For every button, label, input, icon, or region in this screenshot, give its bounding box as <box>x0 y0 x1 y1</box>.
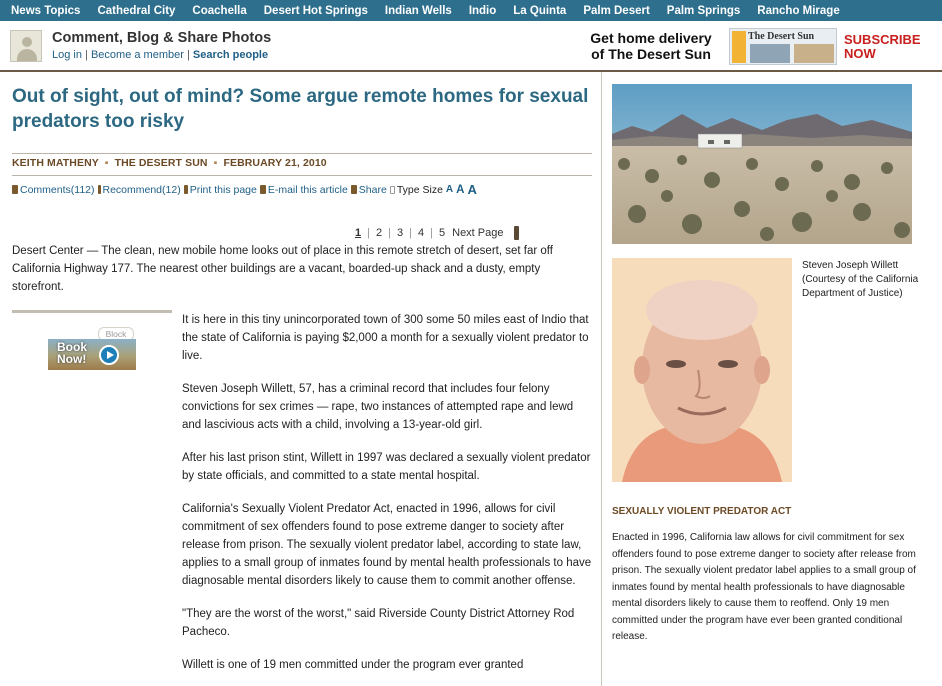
type-size-label: Type Size <box>396 183 443 196</box>
nav-la-quinta[interactable]: La Quinta <box>513 4 567 17</box>
pager-separator: | <box>388 226 391 239</box>
comments-link[interactable] <box>12 184 95 196</box>
article-paragraph: After his last prison stint, Willett in 1997 was declared a sexually violent predator by state officials, and committed to a state mental hospital. <box>182 452 591 482</box>
book-now-ad-line1: Book <box>57 340 87 354</box>
type-size-control <box>390 182 477 197</box>
pagination <box>355 226 519 240</box>
comments-count: (112) <box>70 183 95 196</box>
desert-home-photo[interactable] <box>612 84 912 244</box>
book-now-ad-text <box>57 341 87 365</box>
member-bar <box>0 21 942 72</box>
delivery-ad-line1: Get home delivery <box>590 30 712 46</box>
type-size-small-button[interactable]: A <box>445 184 454 195</box>
login-link[interactable]: Log in <box>52 49 82 61</box>
share-icon <box>351 185 357 194</box>
recommend-link[interactable] <box>98 184 181 196</box>
nav-indio[interactable]: Indio <box>468 4 497 17</box>
top-nav <box>0 0 942 21</box>
article-tools <box>12 182 480 197</box>
next-page-link[interactable]: Next Page <box>452 226 504 239</box>
nav-palm-springs[interactable]: Palm Springs <box>666 4 741 17</box>
nav-indian-wells[interactable]: Indian Wells <box>384 4 452 17</box>
email-label: E-mail this article <box>267 183 348 196</box>
link-separator: | <box>85 49 88 61</box>
sidebar-text: Enacted in 1996, California law allows for civil commitment for sex offenders found to pose extreme danger to society after release from prison. The sexually violent predator label applies to a small group of inmates found by mental health professionals to have diagnosable mental disorders likely to cause them to reoffend. Only 19 men committed under the program have ever been granted conditional release. <box>612 532 916 642</box>
email-link[interactable] <box>260 184 348 196</box>
page-1-link[interactable]: 1 <box>355 226 362 239</box>
newspaper-strip <box>732 31 746 63</box>
article-lead: Desert Center — The clean, new mobile home looks out of place in this remote stretch of desert, set far off California Highway 177. The nearest other buildings are a vacant, boarded-up shack and a dusty, empty storefront. <box>12 245 553 293</box>
type-size-large-button[interactable]: A <box>467 182 477 197</box>
block-ad-button[interactable]: Block <box>98 327 134 341</box>
delivery-ad-text[interactable] <box>580 30 722 62</box>
recommend-count: (12) <box>162 183 181 196</box>
become-member-link[interactable]: Become a member <box>90 49 184 61</box>
byline-author: KEITH MATHENY <box>12 157 99 169</box>
page-5-link[interactable]: 5 <box>438 226 446 239</box>
byline-separator: ▪ <box>104 157 109 169</box>
nav-news-topics[interactable]: News Topics <box>11 4 81 17</box>
ad-box-rule <box>12 310 172 313</box>
print-icon <box>184 185 188 194</box>
play-icon[interactable] <box>99 345 119 365</box>
delivery-ad-line2: of The Desert Sun <box>591 46 711 62</box>
nav-desert-hot-springs[interactable]: Desert Hot Springs <box>263 4 368 17</box>
sidebar-heading: SEXUALLY VIOLENT PREDATOR ACT <box>612 506 792 517</box>
article-paragraph: It is here in this tiny unincorporated town of 300 some 50 miles east of Indio that the state of California is paying $2,000 a month for a sexually violent predator to live. <box>182 314 589 362</box>
nav-coachella[interactable]: Coachella <box>192 4 247 17</box>
page-2-link[interactable]: 2 <box>375 226 383 239</box>
page-3-link[interactable]: 3 <box>396 226 404 239</box>
member-links <box>52 49 268 61</box>
recommend-label: Recommend <box>102 183 163 196</box>
divider <box>12 175 592 176</box>
share-link[interactable] <box>351 184 387 196</box>
member-title: Comment, Blog & Share Photos <box>52 30 272 46</box>
article-headline: Out of sight, out of mind? Some argue remote homes for sexual predators too risky <box>12 86 589 132</box>
recommend-icon <box>98 185 101 194</box>
comments-label: Comments <box>20 183 71 196</box>
article-paragraph: Willett is one of 19 men committed under the program ever granted <box>182 659 524 671</box>
column-divider <box>601 72 602 686</box>
avatar-icon <box>10 30 42 62</box>
article-paragraph: Steven Joseph Willett, 57, has a criminal record that includes four felony convictions for sex crimes — rape, two instances of attempted rape and lewd and lascivious acts with a child, involving a 13-year-old girl. <box>182 383 574 431</box>
article-paragraph: California's Sexually Violent Predator Act, enacted in 1996, allows for civil commitment of sex offenders found to pose extreme danger to society after release from prison. The sexually violent predator label, according to state law, applies to a small group of inmates found by mental health professionals to have diagnosable mental disorders likely to cause them to commit another offense. <box>182 503 592 587</box>
byline <box>12 157 327 169</box>
article-body <box>182 311 592 686</box>
print-label: Print this page <box>189 183 257 196</box>
type-size-icon <box>390 186 395 194</box>
print-link[interactable] <box>184 184 257 196</box>
nav-rancho-mirage[interactable]: Rancho Mirage <box>757 4 840 17</box>
pager-separator: | <box>367 226 370 239</box>
page-4-link[interactable]: 4 <box>417 226 425 239</box>
pager-separator: | <box>430 226 433 239</box>
nav-cathedral-city[interactable]: Cathedral City <box>97 4 176 17</box>
type-size-medium-button[interactable]: A <box>456 183 465 196</box>
share-label: Share <box>358 183 387 196</box>
newspaper-photo <box>750 44 790 63</box>
mugshot-photo[interactable] <box>612 258 792 482</box>
comments-icon <box>12 185 18 194</box>
book-now-ad-line2: Now! <box>57 352 87 366</box>
search-people-link[interactable]: Search people <box>192 49 269 61</box>
subscribe-now-link[interactable] <box>844 33 921 61</box>
next-page-tab-icon[interactable] <box>514 226 519 240</box>
byline-separator: ▪ <box>213 157 218 169</box>
pager-separator: | <box>409 226 412 239</box>
photo-caption: Steven Joseph Willett (Courtesy of the California Department of Justice) <box>802 260 919 299</box>
divider <box>12 153 592 154</box>
newspaper-masthead: The Desert Sun <box>748 31 815 42</box>
subscribe-line1: SUBSCRIBE <box>844 32 921 47</box>
newspaper-photo <box>794 44 834 63</box>
subscribe-line2: NOW <box>844 46 876 61</box>
byline-date: FEBRUARY 21, 2010 <box>223 157 327 169</box>
article-paragraph: "They are the worst of the worst," said Riverside County District Attorney Rod Pacheco. <box>182 608 575 638</box>
newspaper-thumbnail[interactable] <box>729 28 837 65</box>
link-separator: | <box>186 49 190 61</box>
nav-palm-desert[interactable]: Palm Desert <box>583 4 650 17</box>
book-now-ad[interactable] <box>47 326 137 371</box>
email-icon <box>260 185 266 194</box>
byline-paper: THE DESERT SUN <box>114 157 208 169</box>
